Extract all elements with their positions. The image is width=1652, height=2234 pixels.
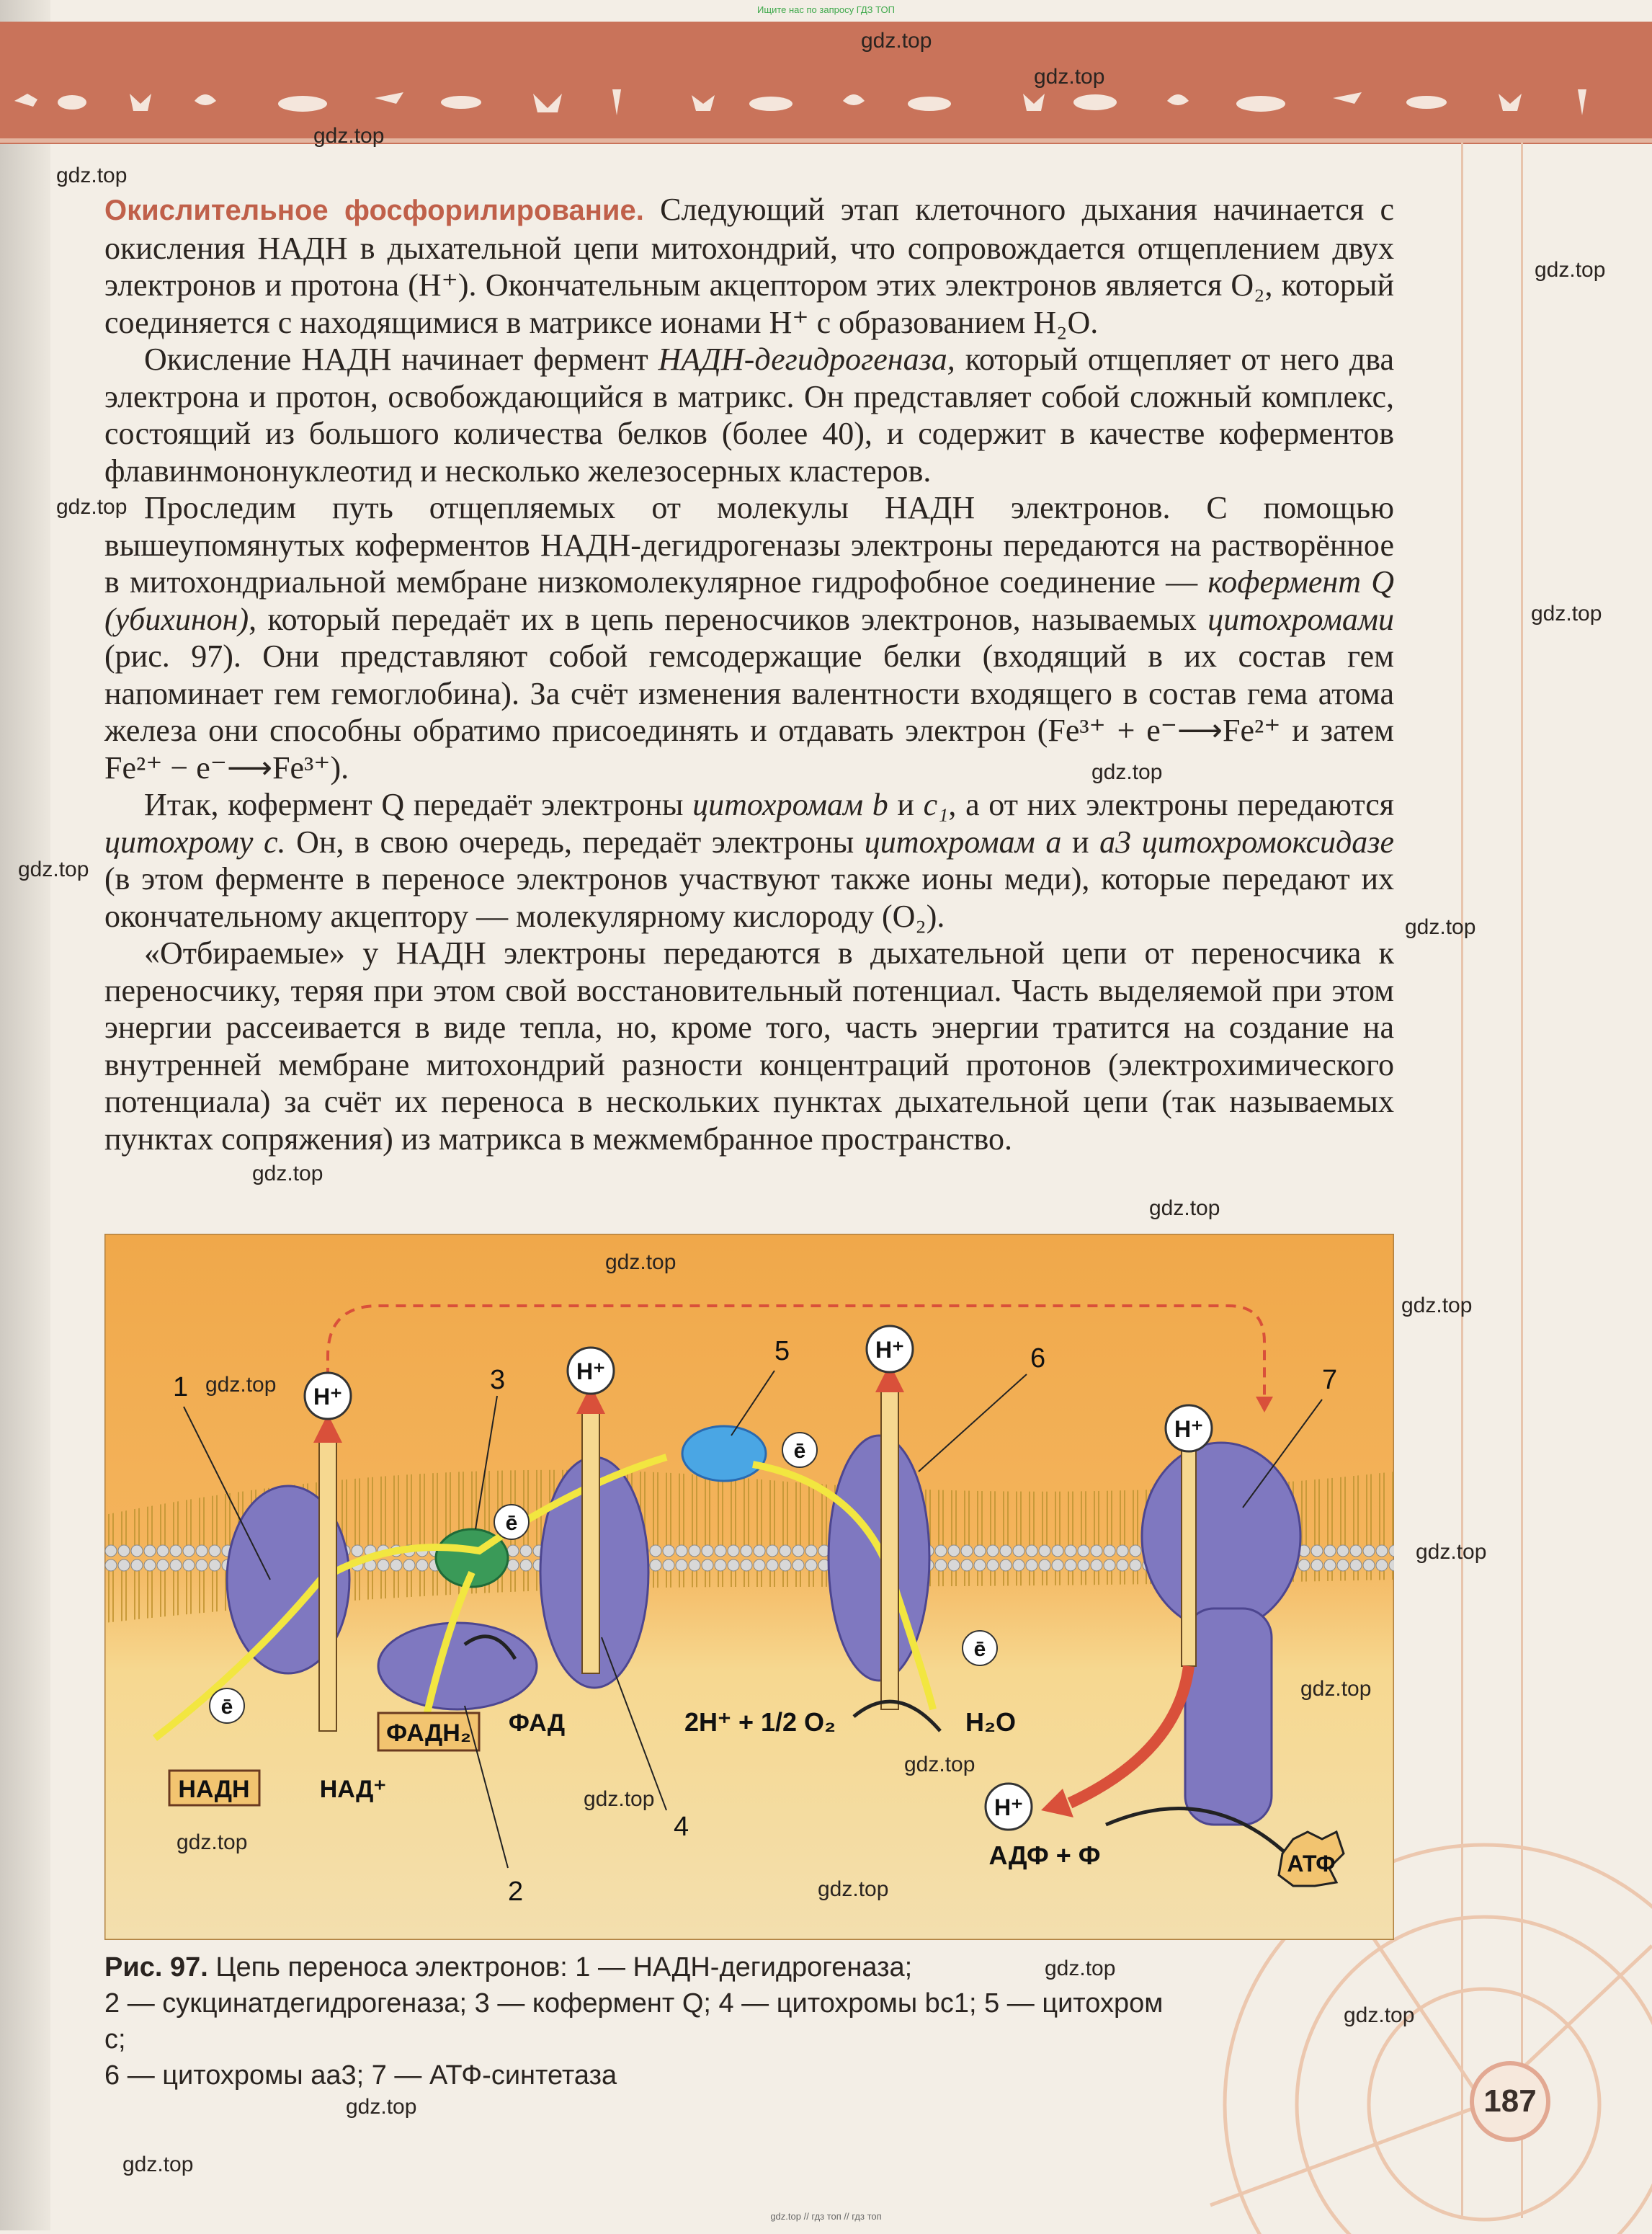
proton-channel-7 (1182, 1450, 1196, 1666)
proton-channel-4 (582, 1407, 599, 1673)
h-plus-4: H⁺ (576, 1358, 605, 1384)
watermark: gdz.top (818, 1877, 889, 1901)
p4-i3: цитохрому c. (104, 824, 286, 860)
page-number: 187 (1483, 2083, 1537, 2119)
paragraph-4 (104, 786, 1394, 935)
watermark: gdz.top (861, 29, 932, 53)
watermark: gdz.top (1149, 1196, 1220, 1220)
watermark: gdz.top (1416, 1540, 1487, 1564)
paragraph-1 (104, 191, 1394, 341)
caption-line-2: 2 — сукцинатдегидрогеназа; 3 — кофермент Q; 4 — цитохромы bc1; 5 — цитохром c; (104, 1988, 1164, 2055)
number-5: 5 (774, 1336, 790, 1366)
p2-term: НАДН-дегидрогеназа, (658, 342, 955, 377)
page-gutter-shadow (0, 0, 50, 2230)
p3-before: Проследим путь отщепляемых от молекулы НАДН электронов. С помощью вышеупомянутых коферментов НАДН-дегидрогеназы электроны передаются на растворённое в митохондриальной мембране низкомолекулярное гидрофобное соединение — (104, 490, 1394, 600)
h-plus-matrix: H⁺ (994, 1794, 1023, 1820)
watermark: gdz.top (252, 1162, 323, 1185)
watermark: gdz.top (1405, 915, 1476, 939)
watermark: gdz.top (1045, 1957, 1116, 1980)
electron-3: ē (793, 1439, 806, 1463)
watermark: gdz.top (18, 858, 89, 881)
atp-label: АТФ (1287, 1851, 1336, 1877)
electron-1: ē (220, 1695, 233, 1719)
h-plus-6: H⁺ (875, 1337, 904, 1363)
p4-t3: , а от них электроны передаются (948, 787, 1395, 822)
fad-label: ФАД (508, 1709, 566, 1737)
watermark: gdz.top (122, 2153, 194, 2176)
watermark: gdz.top (1034, 65, 1105, 89)
bottom-note: gdz.top // гдз топ // гдз топ (770, 2211, 882, 2222)
caption-line-3: 6 — цитохромы aa3; 7 — АТФ-синтетаза (104, 2060, 617, 2091)
number-2: 2 (508, 1877, 524, 1907)
atp-synthase-head (1142, 1443, 1300, 1630)
p4-i2: c₁ (923, 787, 949, 822)
figure-97-electron-transport-chain (104, 1234, 1394, 1940)
p4-i1: цитохромам b (692, 787, 888, 822)
electron-2: ē (505, 1511, 518, 1535)
number-1: 1 (173, 1372, 189, 1402)
h-plus-1: H⁺ (313, 1384, 342, 1410)
watermark: gdz.top (584, 1787, 655, 1811)
p3-term1: кофермент Q (убихинон) (104, 564, 1394, 637)
watermark: gdz.top (1535, 258, 1606, 282)
nad-label: НАД⁺ (319, 1776, 387, 1803)
number-3: 3 (490, 1365, 506, 1395)
watermark: gdz.top (56, 495, 128, 519)
p4-i4: цитохромам a (864, 824, 1062, 860)
number-4: 4 (674, 1812, 689, 1842)
caption-line-1 (104, 1949, 1185, 1985)
p3-term2: цитохромами (1207, 601, 1394, 637)
proton-channel-6 (881, 1385, 898, 1709)
caption-label: Рис. 97. (104, 1952, 208, 1982)
cytochrome-c (682, 1426, 766, 1481)
figure-caption (104, 1949, 1185, 2093)
p4-t1: Итак, кофермент Q передаёт электроны (144, 787, 693, 822)
paragraph-5: «Отбираемые» у НАДН электроны передаются в дыхательной цепи от переносчика к переносчику, теряя при этом свой восстановительный потенциал. Часть выделяемой при этом энергии рассеивается в виде тепла, но, кроме того, часть энергии тратится на создание на внутренней мембране митохондрий разности концентраций протонов (электрохимического потенциала) за счёт их переноса в нескольких пунктах дыхательной цепи (так называемых пунктах сопряжения) из матрикса в межмембранное пространство. (104, 935, 1394, 1157)
p4-t6: (в этом ферменте в переносе электронов участвуют также ионы меди), которые передают их окончательному акцептору — молекулярному кислороду (O₂). (104, 861, 1394, 934)
number-6: 6 (1030, 1343, 1046, 1374)
watermark: gdz.top (205, 1373, 277, 1397)
watermark: gdz.top (177, 1830, 248, 1854)
p4-t4: Он, в свою очередь, передаёт электроны (285, 824, 865, 860)
electron-4: ē (973, 1637, 986, 1661)
watermark: gdz.top (346, 2095, 417, 2119)
atp-synthase-stalk (1185, 1608, 1272, 1825)
p4-i5: a3 цитохромоксидазе (1099, 824, 1395, 860)
complex-2-succinate-dehydrogenase (378, 1623, 537, 1709)
fadh2-label: ФАДН₂ (386, 1719, 471, 1747)
p3-after: (рис. 97). Они представляют собой гемсодержащие белки (входящий в их состав гем напоминает гем гемоглобина). За счёт изменения валентности входящего в состав гема атома железа они способны обратимо присоединять и отдавать электрон (Fe³⁺ + e⁻⟶Fe²⁺ и затем Fe²⁺ − e⁻⟶Fe³⁺). (104, 638, 1394, 786)
water-label: H₂O (965, 1707, 1016, 1737)
header-line (0, 138, 1652, 143)
nadh-label: НАДН (178, 1776, 250, 1803)
h-plus-7: H⁺ (1174, 1416, 1203, 1442)
paragraph-3 (104, 489, 1394, 786)
watermark: gdz.top (56, 164, 128, 187)
watermark: gdz.top (1401, 1294, 1473, 1317)
p3-middle: , который передаёт их в цепь переносчиков электронов, называемых (249, 601, 1208, 637)
body-text (104, 191, 1394, 1157)
top-note: Ищите нас по запросу ГДЗ ТОП (757, 4, 895, 15)
p4-t2: и (888, 787, 924, 822)
page-number-badge (1470, 2061, 1550, 2142)
watermark: gdz.top (904, 1753, 975, 1776)
watermark: gdz.top (313, 124, 385, 148)
watermark: gdz.top (1344, 2003, 1415, 2027)
watermark: gdz.top (1300, 1677, 1372, 1701)
watermark: gdz.top (1531, 602, 1602, 626)
p2-before: Окисление НАДН начинает фермент (144, 342, 658, 377)
animal-silhouettes-decoration (0, 79, 1652, 130)
proton-channel-1 (319, 1436, 336, 1731)
adp-label: АДФ + Ф (988, 1841, 1101, 1870)
caption-text: Цепь переноса электронов: 1 — НАДН-дегидрогеназа; (207, 1952, 913, 1982)
water-equation: 2H⁺ + 1/2 O₂ (684, 1707, 836, 1737)
p2-after: который отщепляет от него два электрона и протон, освобождающийся в матрикс. Он представляет собой сложный комплекс, состоящий из большого количества белков (более 40), и содержит в качестве коферментов флавинмононуклеотид и несколько железосерных кластеров. (104, 342, 1394, 489)
number-7: 7 (1322, 1365, 1338, 1395)
paragraph-1-text: Следующий этап клеточного дыхания начинается с окисления НАДН в дыхательной цепи митохондрий, что сопровождается отщеплением двух электронов и протона (H⁺). Окончательным акцептором этих электронов является O₂, который соединяется с находящимися в матриксе ионами H⁺ с образованием H₂O. (104, 192, 1394, 340)
paragraph-2 (104, 341, 1394, 489)
watermark: gdz.top (1091, 760, 1163, 784)
watermark: gdz.top (605, 1250, 677, 1274)
section-lead: Окислительное фосфорилирование. (104, 195, 644, 226)
p4-t5: и (1061, 824, 1100, 860)
